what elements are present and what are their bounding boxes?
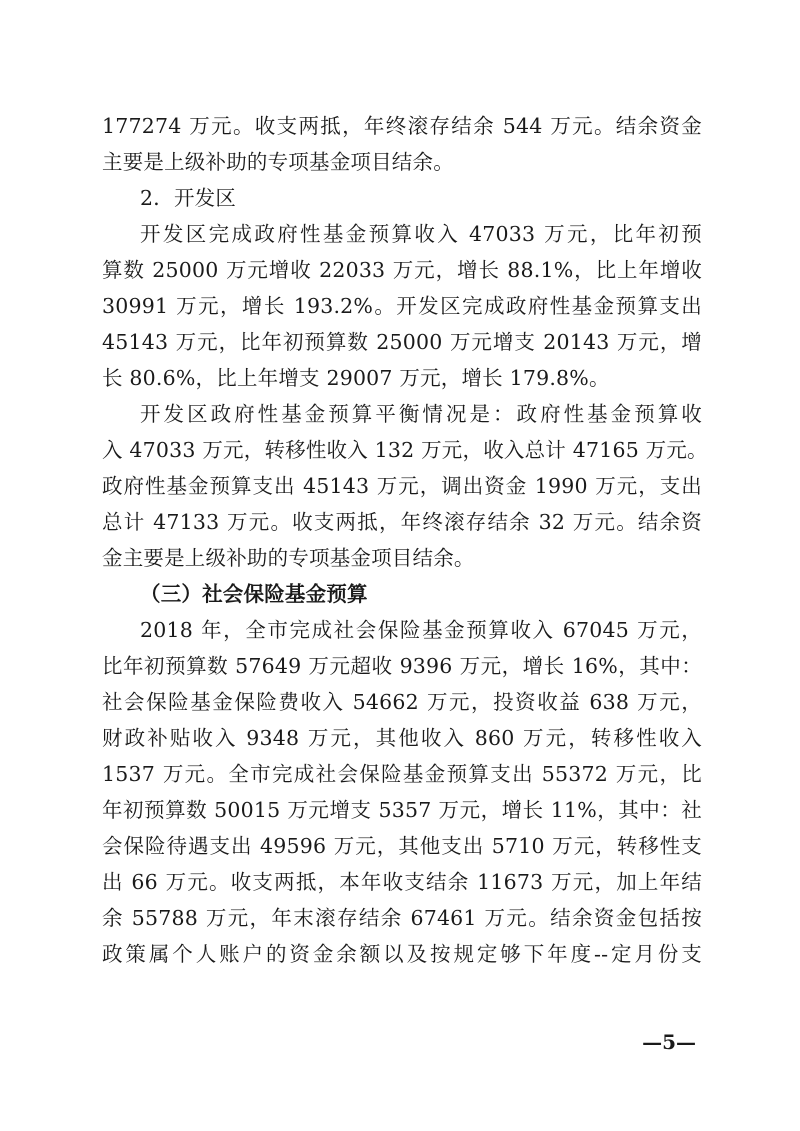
text-line: 算数 25000 万元增收 22033 万元，增长 88.1%，比上年增收 <box>102 258 702 282</box>
text-line: 余 55788 万元，年末滚存结余 67461 万元。结余资金包括按 <box>102 906 702 930</box>
text-line: 会保险待遇支出 49596 万元，其他支出 5710 万元，转移性支 <box>102 834 702 858</box>
text-line: 出 66 万元。收支两抵，本年收支结余 11673 万元，加上年结 <box>102 870 702 894</box>
text-line: 年初预算数 50015 万元增支 5357 万元，增长 11%，其中：社 <box>102 798 702 822</box>
text-line: 1537 万元。全市完成社会保险基金预算支出 55372 万元，比 <box>102 762 702 786</box>
text-line: 比年初预算数 57649 万元超收 9396 万元，增长 16%，其中： <box>102 654 702 678</box>
text-line: 长 80.6%，比上年增支 29007 万元，增长 179.8%。 <box>102 366 610 390</box>
text-line: 177274 万元。收支两抵，年终滚存结余 544 万元。结余资金 <box>102 114 702 138</box>
text-line: 30991 万元，增长 193.2%。开发区完成政府性基金预算支出 <box>102 294 702 318</box>
text-line: 总计 47133 万元。收支两抵，年终滚存结余 32 万元。结余资 <box>102 510 702 534</box>
text-line: 金主要是上级补助的专项基金项目结余。 <box>102 546 475 570</box>
text-line: 2018 年，全市完成社会保险基金预算收入 67045 万元， <box>140 618 702 642</box>
section-heading: （三）社会保险基金预算 <box>140 582 368 606</box>
text-line: 45143 万元，比年初预算数 25000 万元增支 20143 万元，增 <box>102 330 702 354</box>
text-line: 入 47033 万元，转移性收入 132 万元，收入总计 47165 万元。 <box>102 438 708 462</box>
section-subheading: 2．开发区 <box>140 186 237 210</box>
text-line: 开发区完成政府性基金预算收入 47033 万元，比年初预 <box>140 222 702 246</box>
text-line: 社会保险基金保险费收入 54662 万元，投资收益 638 万元， <box>102 690 702 714</box>
text-line: 财政补贴收入 9348 万元，其他收入 860 万元，转移性收入 <box>102 726 702 750</box>
text-line: 政府性基金预算支出 45143 万元，调出资金 1990 万元，支出 <box>102 474 702 498</box>
text-line: 政策属个人账户的资金余额以及按规定够下年度--定月份支 <box>102 942 702 966</box>
text-line: 主要是上级补助的专项基金项目结余。 <box>102 150 454 174</box>
page-number: —5— <box>642 1030 696 1054</box>
text-line: 开发区政府性基金预算平衡情况是：政府性基金预算收 <box>140 402 702 426</box>
